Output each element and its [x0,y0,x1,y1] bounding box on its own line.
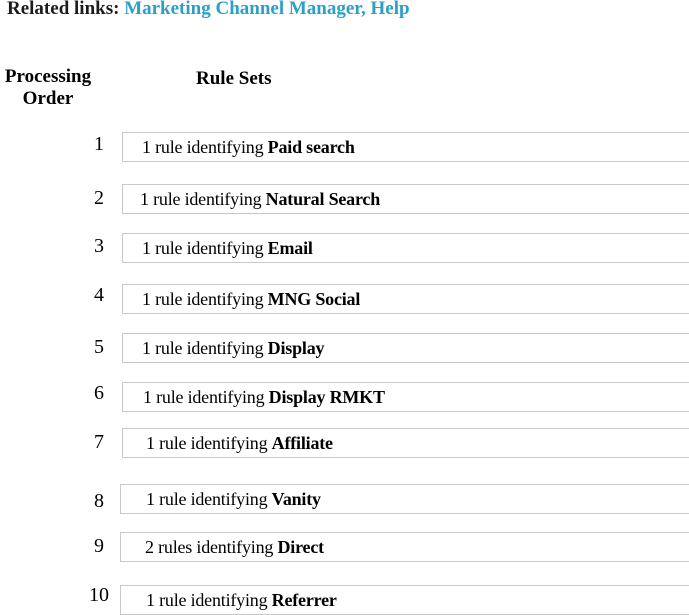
rule-set-description [146,488,321,510]
channel-name: Email [267,238,313,258]
processing-order-header-line2: Order [22,88,74,109]
rule-set-description [146,432,333,454]
rule-set-row[interactable] [122,382,689,412]
channel-name: MNG Social [267,289,361,309]
processing-order-number: 1 [94,133,104,155]
rule-set-row[interactable] [122,233,689,263]
rule-count-text: 1 rule identifying [142,338,268,358]
rule-count-text: 1 rule identifying [142,289,268,309]
related-links-label: Related links: [7,0,120,19]
processing-order-number: 10 [89,584,109,606]
channel-name: Affiliate [271,433,333,453]
rule-set-row[interactable] [120,484,689,514]
rule-set-description [143,386,385,408]
rule-sets-header: Rule Sets [196,68,272,89]
channel-name: Vanity [271,489,321,509]
rule-set-row[interactable] [122,184,689,214]
channel-name: Natural Search [265,189,381,209]
rule-count-text: 1 rule identifying [142,137,268,157]
channel-name: Display RMKT [268,387,385,407]
processing-order-number: 3 [94,235,104,257]
processing-order-number: 6 [94,382,104,404]
rule-set-description [142,288,360,310]
rule-set-description [142,136,355,158]
rule-set-description [146,589,337,611]
processing-order-number: 2 [94,187,104,209]
rule-set-row[interactable] [122,333,689,363]
processing-order-number: 4 [94,284,104,306]
rule-count-text: 1 rule identifying [143,387,269,407]
processing-order-number: 5 [94,336,104,358]
rule-count-text: 1 rule identifying [146,433,272,453]
rule-set-description [140,188,380,210]
processing-order-header-line1: Processing [4,66,92,87]
processing-order-number: 9 [94,535,104,557]
rule-set-description [145,536,324,558]
help-link[interactable]: Help [370,0,410,19]
rule-count-text: 1 rule identifying [146,489,272,509]
channel-name: Direct [277,537,324,557]
rule-set-row[interactable] [122,284,689,314]
rule-set-row[interactable] [120,532,689,562]
channel-name: Paid search [267,137,355,157]
marketing-channel-manager-link[interactable]: Marketing Channel Manager [124,0,361,19]
channel-name: Referrer [271,590,337,610]
rule-set-description [142,237,313,259]
rule-count-text: 1 rule identifying [146,590,272,610]
rule-set-description [142,337,324,359]
related-links-separator: , [360,0,371,19]
rule-set-row[interactable] [122,428,689,458]
channel-name: Display [267,338,325,358]
rule-set-row[interactable] [120,585,689,615]
rule-set-row[interactable] [122,132,689,162]
rule-count-text: 2 rules identifying [145,537,278,557]
processing-order-number: 8 [94,490,104,512]
rule-count-text: 1 rule identifying [140,189,266,209]
rule-count-text: 1 rule identifying [142,238,268,258]
processing-order-number: 7 [94,431,104,453]
